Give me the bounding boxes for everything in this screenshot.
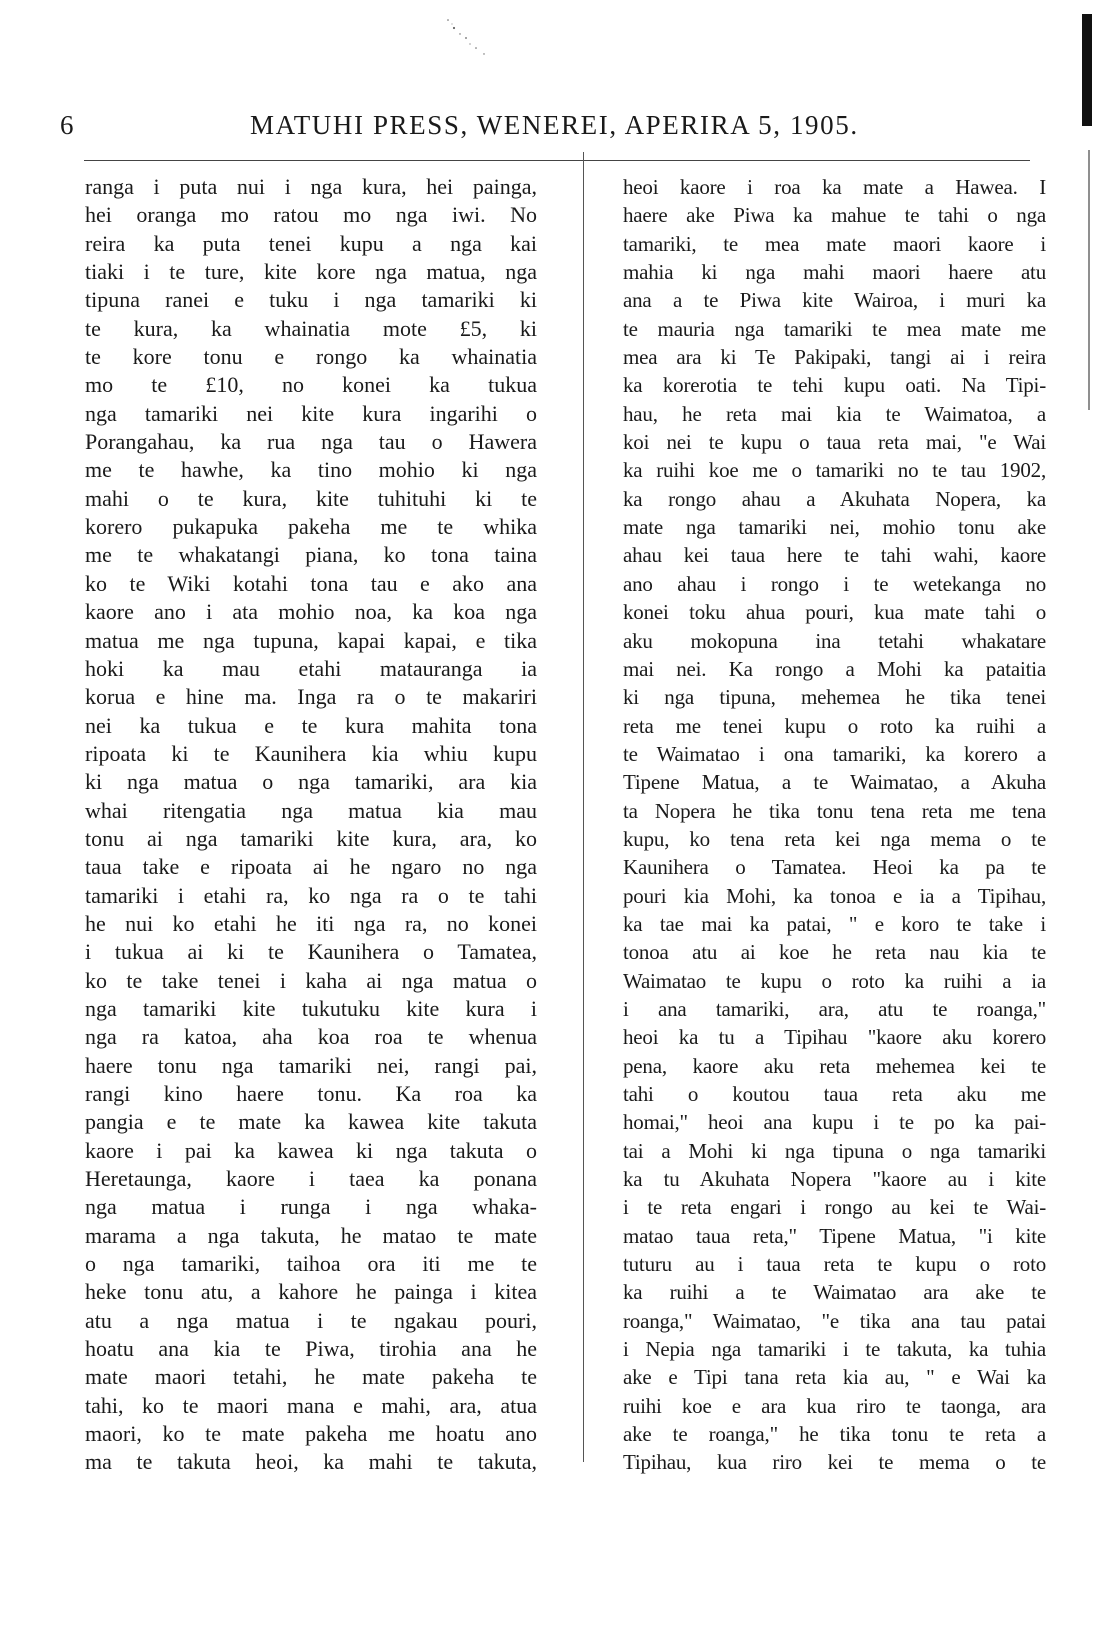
text-line: Tipihau, kua riro kei te mema o te xyxy=(623,1450,1046,1475)
text-line: mea ara ki Te Pakipaki, tangi ai i reira xyxy=(623,345,1046,370)
text-line: pena, kaore aku reta mehemea kei te xyxy=(623,1053,1046,1078)
text-line: koi nei te kupu o taua reta mai, "e Wai xyxy=(623,430,1046,455)
text-line: tahi o koutou taua reta aku me xyxy=(623,1082,1046,1106)
text-line: hau, he reta mai kia te Waimatoa, a xyxy=(623,401,1046,426)
text-line: ake e Tipi tana reta kia au, " e Wai ka xyxy=(623,1365,1046,1390)
text-line: me te whakatangi piana, ko tona taina xyxy=(85,542,537,568)
text-line: ripoata ki te Kaunihera kia whiu kupu xyxy=(85,740,537,766)
text-line: ma te takuta heoi, ka mahi te takuta, xyxy=(85,1449,537,1475)
text-line: te kura, ka whainatia mote £5, ki xyxy=(85,315,537,341)
text-line: me te hawhe, ka tino mohio ki nga xyxy=(85,457,537,483)
text-line: matua me nga tupuna, kapai kapai, e tika xyxy=(85,627,537,653)
text-line: matao taua reta," Tipene Matua, "i kite xyxy=(623,1223,1046,1248)
text-line: te kore tonu e rongo ka whainatia xyxy=(85,344,537,370)
text-line: haere tonu nga tamariki nei, rangi pai, xyxy=(85,1052,537,1078)
text-line: mo te £10, no konei ka tukua xyxy=(85,372,537,398)
text-line: mai nei. Ka rongo a Mohi ka pataitia xyxy=(623,656,1046,681)
text-line: ko te take tenei i kaha ai nga matua o xyxy=(85,967,537,993)
text-line: aku mokopuna ina tetahi whakatare xyxy=(623,628,1046,653)
text-line: maori, ko te mate pakeha me hoatu ano xyxy=(85,1421,537,1447)
text-line: nga ra katoa, aha koa roa te whenua xyxy=(85,1024,537,1050)
text-line: ana a te Piwa kite Wairoa, i muri ka xyxy=(623,288,1046,313)
text-line: reira ka puta tenei kupu a nga kai xyxy=(85,230,537,256)
text-line: tuturu au i taua reta te kupu o roto xyxy=(623,1252,1046,1277)
text-line: mate nga tamariki nei, mohio tonu ake xyxy=(623,515,1046,540)
text-line: kaore i pai ka kawea ki nga takuta o xyxy=(85,1137,537,1163)
running-head: MATUHI PRESS, WENEREI, APERIRA 5, 1905. xyxy=(250,110,859,140)
text-line: ka tae mai ka patai, " e koro te take i xyxy=(623,911,1046,936)
left-column xyxy=(85,173,537,1477)
text-line: ka rongo ahau a Akuhata Nopera, ka xyxy=(623,486,1046,511)
text-line: heke tonu atu, a kahore he painga i kitea xyxy=(85,1279,537,1305)
text-line: he nui ko etahi he iti nga ra, no konei xyxy=(85,910,537,936)
text-line: tipuna ranei e tuku i nga tamariki ki xyxy=(85,287,537,313)
text-line: mate maori tetahi, he mate pakeha te xyxy=(85,1364,537,1390)
right-column xyxy=(623,173,1046,1477)
text-line: ka tu Akuhata Nopera "kaore au i kite xyxy=(623,1167,1046,1192)
text-line: Waimatao te kupu o roto ka ruihi a ia xyxy=(623,968,1046,993)
text-line: ake te roanga," he tika tonu te reta a xyxy=(623,1422,1046,1447)
text-line: te mauria nga tamariki te mea mate me xyxy=(623,316,1046,341)
page-edge-mark xyxy=(1088,150,1090,410)
text-line: hei oranga mo ratou mo nga iwi. No xyxy=(85,202,537,228)
text-line: ko te Wiki kotahi tona tau e ako ana xyxy=(85,570,537,596)
text-line: tamariki, te mea mate maori kaore i xyxy=(623,231,1046,256)
text-line: mahia ki nga mahi maori haere atu xyxy=(623,260,1046,285)
text-line: Tipene Matua, a te Waimatao, a Akuha xyxy=(623,770,1046,795)
text-line: pangia e te mate ka kawea kite takuta xyxy=(85,1109,537,1135)
page-number: 6 xyxy=(60,110,74,140)
text-line: ranga i puta nui i nga kura, hei painga, xyxy=(85,174,537,199)
text-line: pouri kia Mohi, ka tonoa e ia a Tipihau, xyxy=(623,883,1046,908)
column-divider xyxy=(583,152,584,1462)
text-line: ano ahau i rongo i te wetekanga no xyxy=(623,571,1046,596)
text-line: i Nepia nga tamariki i te takuta, ka tuhia xyxy=(623,1337,1046,1362)
text-line: konei toku ahua pouri, kua mate tahi o xyxy=(623,600,1046,625)
text-line: atu a nga matua i te ngakau pouri, xyxy=(85,1307,537,1333)
text-line: nga tamariki kite tukutuku kite kura i xyxy=(85,995,537,1021)
text-line: heoi ka tu a Tipihau "kaore aku korero xyxy=(623,1025,1046,1050)
text-line: korero pukapuka pakeha me te whika xyxy=(85,514,537,540)
text-line: marama a nga takuta, he matao te mate xyxy=(85,1222,537,1248)
text-line: ki nga matua o nga tamariki, ara kia xyxy=(85,769,537,795)
text-line: ka ruihi a te Waimatao ara ake te xyxy=(623,1280,1046,1305)
page-header xyxy=(60,110,1044,146)
text-line: hoki ka mau etahi matauranga ia xyxy=(85,655,537,681)
text-line: nga matua i runga i nga whaka- xyxy=(85,1194,537,1220)
text-line: ta Nopera he tika tonu tena reta me tena xyxy=(623,798,1046,823)
text-line: heoi kaore i roa ka mate a Hawea. I xyxy=(623,175,1046,199)
page-edge-bar xyxy=(1082,14,1092,126)
text-line: Kaunihera o Tamatea. Heoi ka pa te xyxy=(623,855,1046,880)
text-line: nei ka tukua e te kura mahita tona xyxy=(85,712,537,738)
text-line: o nga tamariki, taihoa ora iti me te xyxy=(85,1251,537,1277)
text-line: haere ake Piwa ka mahue te tahi o nga xyxy=(623,203,1046,228)
text-line: ka ruihi koe me o tamariki no te tau 1902, xyxy=(623,458,1046,483)
text-line: Heretaunga, kaore i taea ka ponana xyxy=(85,1166,537,1192)
text-line: taua take e ripoata ai he ngaro no nga xyxy=(85,854,537,880)
text-line: tai a Mohi ki nga tipuna o nga tamariki xyxy=(623,1138,1046,1163)
text-line: ahau kei taua here te tahi wahi, kaore xyxy=(623,543,1046,568)
text-line: Porangahau, ka rua nga tau o Hawera xyxy=(85,429,537,455)
text-line: tiaki i te ture, kite kore nga matua, nga xyxy=(85,259,537,285)
text-line: i tukua ai ki te Kaunihera o Tamatea, xyxy=(85,939,537,965)
text-line: te Waimatao i ona tamariki, ka korero a xyxy=(623,741,1046,766)
text-line: ka korerotia te tehi kupu oati. Na Tipi- xyxy=(623,373,1046,398)
text-line: hoatu ana kia te Piwa, tirohia ana he xyxy=(85,1336,537,1362)
text-line: i ana tamariki, ara, atu te roanga," xyxy=(623,996,1046,1021)
text-line: ki nga tipuna, mehemea he tika tenei xyxy=(623,685,1046,710)
print-specks xyxy=(440,14,500,60)
text-line: tonoa atu ai koe he reta nau kia te xyxy=(623,940,1046,965)
text-line: tahi, ko te maori mana e mahi, ara, atua xyxy=(85,1392,537,1418)
text-line: ruihi koe e ara kua riro te taonga, ara xyxy=(623,1393,1046,1418)
text-line: whai ritengatia nga matua kia mau xyxy=(85,797,537,823)
text-line: reta me tenei kupu o roto ka ruihi a xyxy=(623,713,1046,738)
text-line: rangi kino haere tonu. Ka roa ka xyxy=(85,1081,537,1106)
text-line: tamariki i etahi ra, ko nga ra o te tahi xyxy=(85,882,537,908)
text-line: roanga," Waimatao, "e tika ana tau patai xyxy=(623,1308,1046,1333)
text-line: mahi o te kura, kite tuhituhi ki te xyxy=(85,485,537,511)
text-line: tonu ai nga tamariki kite kura, ara, ko xyxy=(85,825,537,851)
text-line: korua e hine ma. Inga ra o te makariri xyxy=(85,684,537,710)
header-rule xyxy=(84,160,1030,161)
text-line: kaore ano i ata mohio noa, ka koa nga xyxy=(85,599,537,625)
text-line: kupu, ko tena reta kei nga mema o te xyxy=(623,826,1046,851)
text-line: homai," heoi ana kupu i te po ka pai- xyxy=(623,1110,1046,1135)
text-line: nga tamariki nei kite kura ingarihi o xyxy=(85,400,537,426)
text-line: i te reta engari i rongo au kei te Wai- xyxy=(623,1195,1046,1220)
